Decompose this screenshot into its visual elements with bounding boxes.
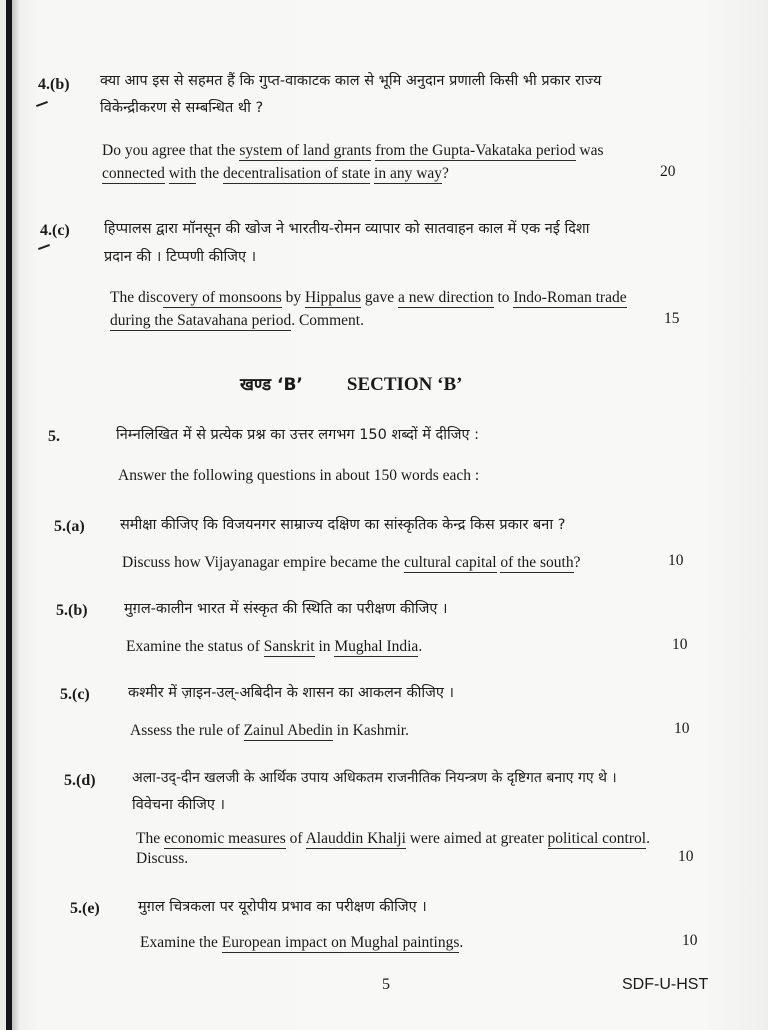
underlined-text: political control: [547, 830, 647, 847]
text: in Kashmir.: [332, 722, 409, 739]
q5d-marks: 10: [678, 848, 694, 865]
q5d-hindi-line2: विवेचना कीजिए ।: [132, 797, 226, 813]
q5b-english: [126, 636, 422, 658]
q5a-hindi: समीक्षा कीजिए कि विजयनगर साम्राज्य दक्षिण का सांस्कृतिक केन्द्र किस प्रकार बना ?: [120, 517, 566, 533]
q5a-english: [122, 552, 580, 574]
q4c-hindi-line1: हिप्पालस द्वारा मॉनसून की खोज ने भारतीय-रोमन व्यापार को सातवाहन काल में एक नई दिशा: [104, 221, 590, 237]
text: Discuss how Vijayanagar empire became the: [122, 554, 404, 571]
text: .: [646, 830, 650, 847]
section-heading-english: SECTION ‘B’: [346, 374, 463, 395]
question-number-5a: 5.(a): [54, 518, 85, 535]
q5b-marks: 10: [672, 636, 688, 653]
q5-hindi: निम्नलिखित में से प्रत्येक प्रश्न का उत्तर लगभग 150 शब्दों में दीजिए :: [116, 427, 479, 443]
q5c-marks: 10: [674, 720, 690, 737]
q5d-hindi-line1: अला-उद्-दीन खलजी के आर्थिक उपाय अधिकतम राजनीतिक नियन्त्रण के दृष्टिगत बनाए गए थे ।: [132, 770, 617, 786]
text: ?: [573, 554, 581, 571]
underlined-text: decentralisation of state: [222, 165, 371, 182]
underlined-text: Indo-Roman trade: [513, 289, 627, 306]
text: gave: [361, 289, 399, 306]
pen-tick-mark: [38, 244, 50, 250]
q4b-marks: 20: [660, 163, 676, 180]
question-number-4c: 4.(c): [40, 222, 70, 239]
text: by: [281, 289, 306, 306]
text: Examine the: [140, 934, 222, 951]
text: . Comment.: [291, 312, 364, 329]
text: in: [314, 638, 335, 655]
underlined-text: Sanskrit: [263, 638, 315, 655]
page-number: 5: [382, 976, 390, 993]
q5a-marks: 10: [668, 552, 684, 569]
binding-shadow: [12, 0, 20, 1030]
q5e-hindi: मुग़ल चित्रकला पर यूरोपीय प्रभाव का परीक्षण कीजिए ।: [138, 899, 427, 915]
q5-english: Answer the following questions in about 150 words each :: [118, 467, 480, 484]
text: were aimed at greater: [405, 830, 548, 847]
underlined-text: Hippalus: [305, 289, 361, 306]
text: the: [196, 165, 223, 182]
underlined-text: economic measures: [163, 830, 286, 847]
underlined-text: Alauddin Khalji: [305, 830, 406, 847]
q4c-english-line2: [110, 310, 364, 332]
underlined-text: during the Satavahana period: [110, 312, 292, 329]
underlined-text: with: [168, 165, 197, 182]
underlined-text: overy of monsoons: [162, 289, 282, 306]
q5d-english-line2: Discuss.: [136, 850, 189, 867]
q4b-english-line2: [102, 163, 449, 185]
section-heading: [240, 372, 462, 396]
q5e-english: [140, 932, 463, 954]
text: .: [459, 934, 464, 951]
text: The disc: [110, 289, 163, 306]
text: of: [285, 830, 306, 847]
pen-tick-mark: [36, 101, 48, 107]
underlined-text: from the Gupta-Vakataka period: [375, 142, 576, 159]
underlined-text: European impact on Mughal paintings: [221, 934, 460, 951]
q4b-hindi-line1: क्या आप इस से सहमत हैं कि गुप्त-वाकाटक काल से भूमि अनुदान प्रणाली किसी भी प्रकार राज्य: [100, 73, 602, 89]
question-number-4b: 4.(b): [38, 76, 70, 93]
q5e-marks: 10: [682, 932, 698, 949]
question-number-5c: 5.(c): [60, 686, 90, 703]
q4c-english-line1: [110, 287, 627, 309]
question-number-5: 5.: [48, 428, 60, 445]
q5d-english-line1: [136, 828, 650, 850]
underlined-text: a new direction: [398, 289, 494, 306]
text: to: [493, 289, 514, 306]
underlined-text: of the south: [500, 554, 574, 571]
underlined-text: in any way: [374, 165, 443, 182]
text: The: [136, 830, 164, 847]
text: Do you agree that the: [102, 142, 240, 159]
text: was: [575, 142, 604, 159]
underlined-text: Mughal India: [334, 638, 419, 655]
question-number-5d: 5.(d): [64, 772, 96, 789]
q4c-marks: 15: [664, 310, 680, 327]
question-number-5e: 5.(e): [70, 900, 100, 917]
text: ?: [442, 165, 449, 182]
q4c-hindi-line2: प्रदान की । टिप्पणी कीजिए ।: [104, 249, 257, 265]
section-heading-hindi: खण्ड ‘B’: [240, 375, 303, 395]
text: Assess the rule of: [130, 722, 244, 739]
question-number-5b: 5.(b): [56, 602, 88, 619]
underlined-text: connected: [102, 165, 165, 182]
underlined-text: cultural capital: [404, 554, 497, 571]
text: .: [418, 638, 423, 655]
underlined-text: Zainul Abedin: [243, 722, 333, 739]
q4b-english-line1: [102, 140, 603, 162]
text: Examine the status of: [126, 638, 264, 655]
paper-code: SDF-U-HST: [622, 976, 709, 993]
q5b-hindi: मुग़ल-कालीन भारत में संस्कृत की स्थिति का परीक्षण कीजिए ।: [124, 601, 448, 617]
underlined-text: system of land grants: [239, 142, 372, 159]
q5c-hindi: कश्मीर में ज़ाइन-उल्-अबिदीन के शासन का आकलन कीजिए ।: [128, 685, 454, 701]
q5c-english: [130, 720, 409, 742]
q4b-hindi-line2: विकेन्द्रीकरण से सम्बन्धित थी ?: [100, 100, 264, 116]
